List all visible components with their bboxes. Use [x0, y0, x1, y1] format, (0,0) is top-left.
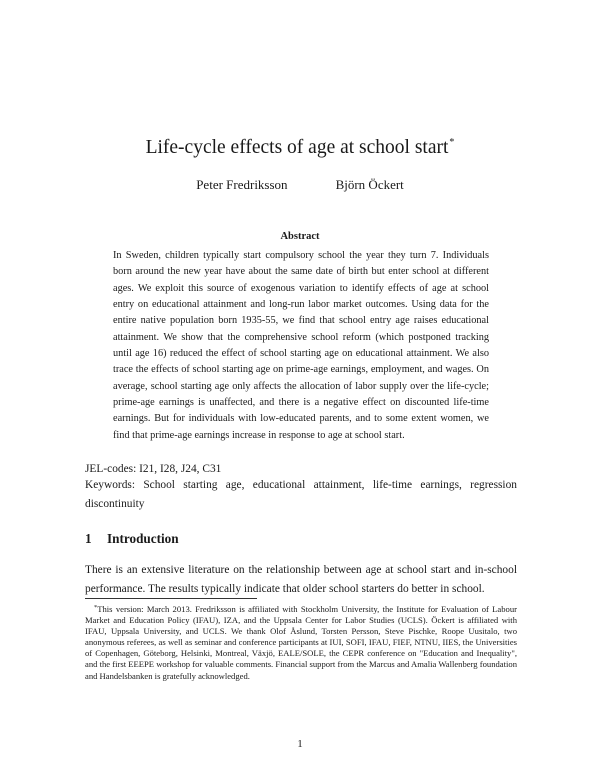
abstract-body: In Sweden, children typically start compulsory school the year they turn 7. Individuals born around the new year have about the same date of birth but enter school at different ages. We exploit this source of exogenous variation to identify effects of age at school entry on educational attainment and long-run labor market outcomes. Using data for the entire native population born 1935-55, we find that school entry age raises educational attainment. We show that the comprehensive school reform (which postponed tracking until age 16) reduced the effect of school starting age on educational attainment. We also trace the effects of school starting age on prime-age earnings, employment, and wages. On average, school starting age only affects the allocation of labor supply over the life-cycle; prime-age earnings is unaffected, and there is a negative effect on discounted life-time earnings. But for individuals with low-educated parents, and to some extent women, we find that prime-age earnings increase in response to age at school start. [113, 250, 489, 441]
footnote-text: This version: March 2013. Fredriksson is affiliated with Stockholm University, the Institute for Evaluation of Labour Market and Education Policy (IFAU), IZA, and the Uppsala Center for Labor Studies (UCLS). Öckert is affiliated with IFAU, Uppsala University, and UCLS. We thank Olof Åslund, Torsten Persson, Steve Pischke, Roope Uusitalo, two anonymous referees, as well as seminar and conference participants at IUI, SOFI, IFAU, FIEF, NTNU, IIES, the Universities of Copenhagen, Göteborg, Helsinki, Montreal, Växjö, EALE/SOLE, the CEPR conference on "Education and Inequality", and the first EEEPE workshop for valuable comments. Financial support from the Marcus and Amalia Wallenberg foundation and Handelsbanken is gratefully acknowledged. [85, 604, 517, 681]
title-footnote-mark: * [449, 137, 455, 148]
author-name: Peter Fredriksson [196, 177, 288, 192]
section-number: 1 [85, 531, 92, 546]
paper-title [0, 131, 600, 160]
section-title: Introduction [107, 531, 179, 546]
author-list [0, 176, 600, 193]
title-text: Life-cycle effects of age at school start [145, 137, 449, 158]
intro-paragraph: There is an extensive literature on the relationship between age at school start and in-school performance. The results typically indicate that older school starters do better in school. [85, 564, 517, 595]
footnote-rule [85, 598, 257, 599]
abstract-heading: Abstract [280, 231, 320, 242]
footnote [85, 602, 517, 682]
jel-codes: JEL-codes: I21, I28, J24, C31 [85, 463, 222, 475]
footnote-mark: * [94, 604, 98, 611]
author-name: Björn Öckert [335, 177, 404, 192]
page-number: 1 [297, 738, 303, 750]
keywords: Keywords: School starting age, educational attainment, life-time earnings, regression discontinuity [85, 479, 517, 510]
section-heading [85, 530, 179, 547]
